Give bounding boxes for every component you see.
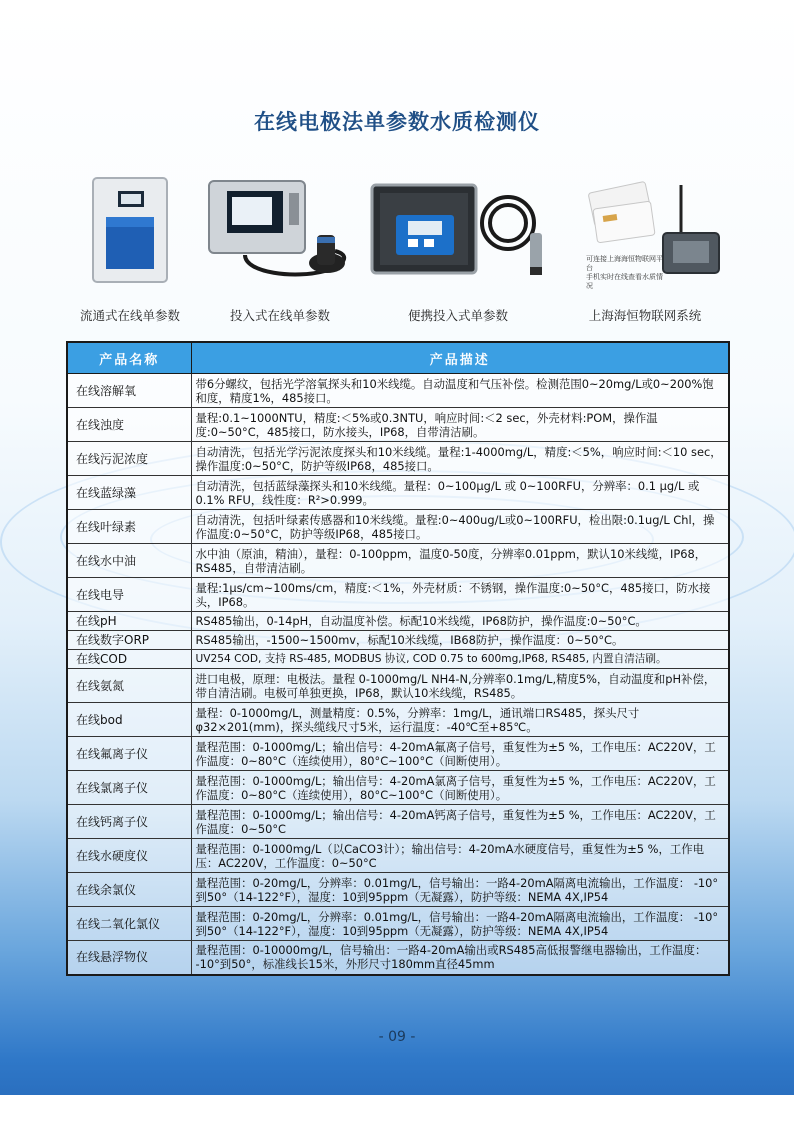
table-row [67, 839, 729, 873]
product-description: 量程范围：0-20mg/L，分辨率：0.01mg/L，信号输出：一路4-20mA隔离电流输出，工作温度： -10°到50°（14-122°F），湿度：10到95ppm（无凝露），防护等级：NEMA 4X,IP54 [191, 873, 729, 907]
product-name: 在线氨氮 [67, 669, 191, 703]
product-name: 在线氟离子仪 [67, 737, 191, 771]
product-name: 在线叶绿素 [67, 510, 191, 544]
product-name: 在线浊度 [67, 408, 191, 442]
table-row [67, 873, 729, 907]
table-row [67, 544, 729, 578]
product-description: 水中油（原油，精油），量程：0-100ppm，温度0-50度，分辨率0.01ppm，默认10米线缆，IP68， RS485，自带清洁刷。 [191, 544, 729, 578]
product-caption: 流通式在线单参数 [79, 308, 180, 323]
product-description: 自动清洗，包括蓝绿藻探头和10米线缆。量程：0~100μg/L 或 0~100RFU，分辨率：0.1 μg/L 或 0.1% RFU，线性度：R²>0.999。 [191, 476, 729, 510]
product-name: 在线污泥浓度 [67, 442, 191, 476]
product-description: 量程范围：0-1000mg/L；输出信号：4-20mA氯离子信号，重复性为±5 %，工作电压：AC220V，工作温度：0~80°C（连续使用），80°C~100°C（间断使用）。 [191, 771, 729, 805]
product-name: 在线余氯仪 [67, 873, 191, 907]
product-name: 在线溶解氧 [67, 374, 191, 408]
page-title: 在线电极法单参数水质检测仪 [254, 110, 540, 134]
product-description: 量程范围：0-1000mg/L；输出信号：4-20mA氟离子信号，重复性为±5 %，工作电压：AC220V，工作温度：0~80°C（连续使用），80°C~100°C（间断使用）。 [191, 737, 729, 771]
table-row [67, 805, 729, 839]
table-row [67, 476, 729, 510]
product-caption: 便携投入式单参数 [407, 308, 508, 323]
table-row [67, 631, 729, 650]
column-header-name: 产品名称 [67, 342, 191, 374]
product-name: 在线电导 [67, 578, 191, 612]
iot-note-line: 可连接上海海恒物联网平台 [586, 255, 663, 272]
product-description: 量程:1μs/cm~100ms/cm，精度:＜1%，外壳材质：不锈钢，操作温度:0~50°C，485接口，防水接头，IP68。 [191, 578, 729, 612]
table-row [67, 578, 729, 612]
table-row [67, 669, 729, 703]
product-description: 量程范围：0-10000mg/L，信号输出：一路4-20mA输出或RS485高低报警继电器输出，工作温度： -10°到50°，标准线长15米，外形尺寸180mm直径45mm [191, 941, 729, 975]
table-row [67, 408, 729, 442]
product-image-flow-through [90, 175, 170, 285]
table-row [67, 510, 729, 544]
product-name: 在线悬浮物仪 [67, 941, 191, 975]
product-name: 在线氯离子仪 [67, 771, 191, 805]
table-row [67, 737, 729, 771]
iot-note [586, 255, 664, 291]
product-name: 在线钙离子仪 [67, 805, 191, 839]
spec-table [66, 341, 730, 976]
product-description: 带6分螺纹，包括光学溶氧探头和10米线缆。自动温度和气压补偿。检测范围0~20mg/L或0~200%饱和度，精度1%，485接口。 [191, 374, 729, 408]
product-name: 在线水硬度仪 [67, 839, 191, 873]
product-description: 量程:0.1~1000NTU，精度:＜5%或0.3NTU，响应时间:＜2 sec，外壳材料:POM，操作温度:0~50°C，485接口，防水接头，IP68，自带清洁刷。 [191, 408, 729, 442]
product-description: 量程范围：0-20mg/L，分辨率：0.01mg/L，信号输出：一路4-20mA隔离电流输出，工作温度： -10°到50°（14-122°F），湿度：10到95ppm（无凝露），防护等级：NEMA 4X,IP54 [191, 907, 729, 941]
analyzer-with-immersion-probe-icon [205, 175, 355, 285]
table-row [67, 907, 729, 941]
iot-note-line: 手机实时在线查看水质情况 [586, 273, 663, 290]
product-description: RS485输出，0-14pH，自动温度补偿。标配10米线缆，IP68防护，操作温度:0~50°C。 [191, 612, 729, 631]
product-description: RS485输出，-1500~1500mv，标配10米线缆，IB68防护，操作温度：0~50°C。 [191, 631, 729, 650]
table-row [67, 703, 729, 737]
product-description: 自动清洗，包括叶绿素传感器和10米线缆。量程:0~400ug/L或0~100RFU，检出限:0.1ug/L Chl，操作温度:0~50°C，防护等级IP68，485接口。 [191, 510, 729, 544]
product-name: 在线蓝绿藻 [67, 476, 191, 510]
column-header-description: 产品描述 [191, 342, 729, 374]
table-row [67, 374, 729, 408]
product-caption: 投入式在线单参数 [229, 308, 330, 323]
product-description: 量程：0-1000mg/L，测量精度：0.5%，分辨率：1mg/L，通讯端口RS485，探头尺寸φ32×201(mm)，探头缆线尺寸5米，运行温度：-40℃至+85℃。 [191, 703, 729, 737]
product-description: 量程范围：0-1000mg/L（以CaCO3计）；输出信号：4-20mA水硬度信号，重复性为±5 %，工作电压：AC220V，工作温度：0~50°C [191, 839, 729, 873]
table-row [67, 650, 729, 669]
wall-mounted-analyzer-cabinet-icon [90, 175, 170, 285]
product-name: 在线COD [67, 650, 191, 669]
product-description: 进口电极，原理：电极法。量程 0-1000mg/L NH4-N,分辨率0.1mg/L,精度5%，自动温度和pH补偿，带自清洁刷。电极可单独更换，IP68，默认10米线缆，RS485。 [191, 669, 729, 703]
table-row [67, 941, 729, 975]
portable-case-with-probe-icon [368, 175, 548, 285]
product-name: 在线二氧化氯仪 [67, 907, 191, 941]
table-row [67, 771, 729, 805]
table-row [67, 612, 729, 631]
page-number: - 09 - [378, 1029, 416, 1045]
table-header-row [67, 342, 729, 374]
product-description: UV254 COD, 支持 RS-485, MODBUS 协议, COD 0.75 to 600mg,IP68, RS485, 内置自清洁刷。 [191, 650, 729, 669]
product-name: 在线bod [67, 703, 191, 737]
product-name: 在线pH [67, 612, 191, 631]
product-description: 自动清洗，包括光学污泥浓度探头和10米线缆。量程:1-4000mg/L，精度:＜5%，响应时间:＜10 sec，操作温度:0~50°C，防护等级IP68，485接口。 [191, 442, 729, 476]
table-row [67, 442, 729, 476]
product-name: 在线数字ORP [67, 631, 191, 650]
product-image-immersion [205, 175, 355, 285]
product-name: 在线水中油 [67, 544, 191, 578]
product-caption: 上海海恒物联网系统 [588, 308, 702, 323]
product-image-portable [368, 175, 548, 285]
product-description: 量程范围：0-1000mg/L；输出信号：4-20mA钙离子信号，重复性为±5 %，工作电压：AC220V，工作温度：0~50°C [191, 805, 729, 839]
